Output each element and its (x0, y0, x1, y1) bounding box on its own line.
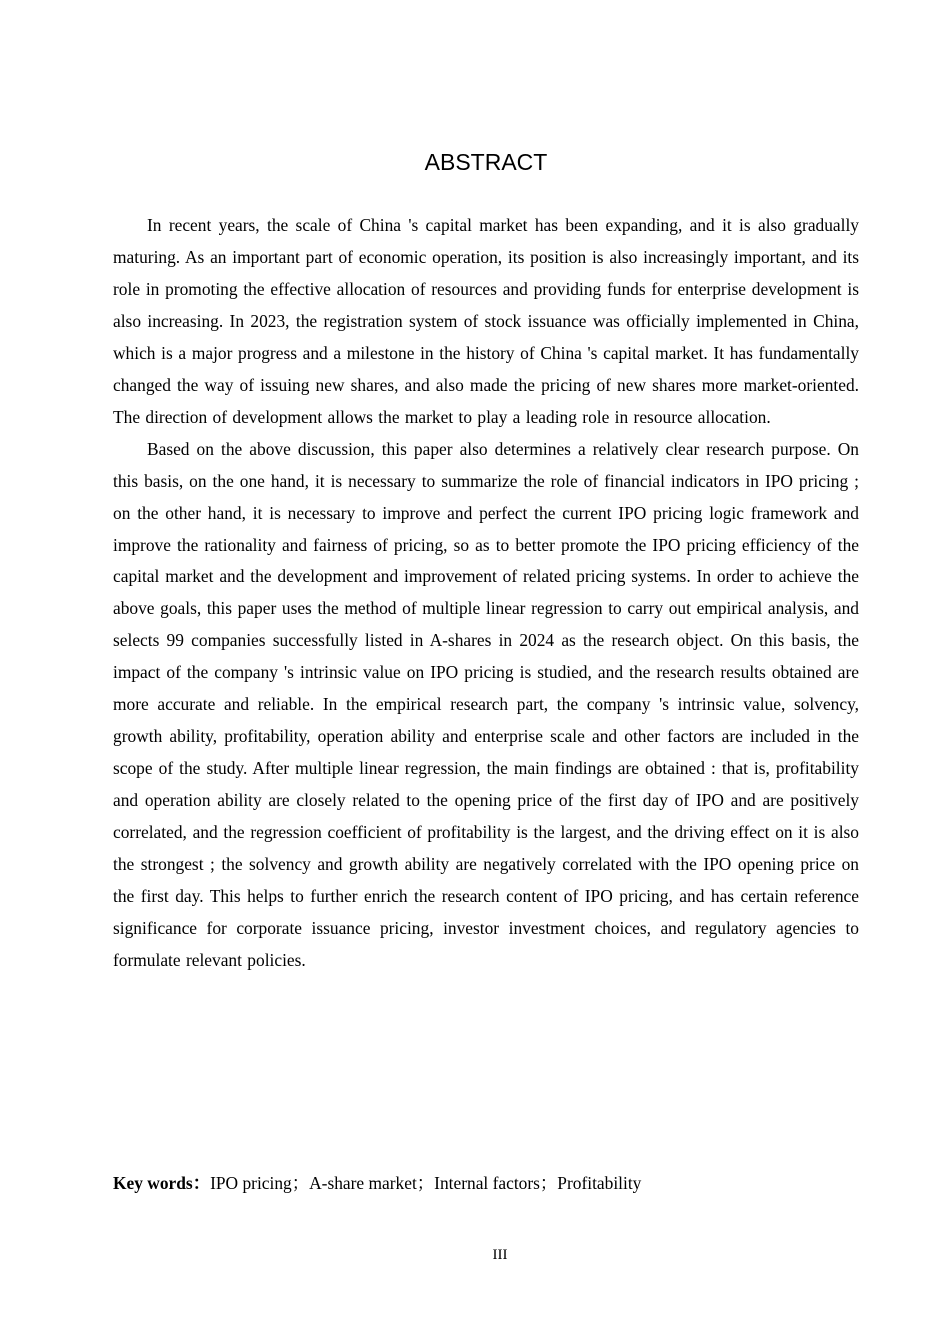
abstract-body (113, 210, 859, 977)
keywords-label: Key words： (113, 1173, 211, 1193)
abstract-paragraph-2: Based on the above discussion, this paper also determines a relatively clear research purpose. On this basis, on the one hand, it is necessary to summarize the role of financial indicators in IPO pricing ; on the other hand, it is necessary to improve and perfect the current IPO pricing logic framework and improve the rationality and fairness of pricing, so as to better promote the IPO pricing efficiency of the capital market and the development and improvement of related pricing systems. In order to achieve the above goals, this paper uses the method of multiple linear regression to carry out empirical analysis, and selects 99 companies successfully listed in A-shares in 2024 as the research object. On this basis, the impact of the company 's intrinsic value on IPO pricing is studied, and the research results obtained are more accurate and reliable. In the empirical research part, the company 's intrinsic value, solvency, growth ability, profitability, operation ability and enterprise scale and other factors are included in the scope of the study. After multiple linear regression, the main findings are obtained : that is, profitability and operation ability are closely related to the opening price of the first day of IPO and are positively correlated, and the regression coefficient of profitability is the largest, and the driving effect on it is also the strongest ; the solvency and growth ability are negatively correlated with the IPO opening price on the first day. This helps to further enrich the research content of IPO pricing, and has certain reference significance for corporate issuance pricing, investor investment choices, and regulatory agencies to formulate relevant policies. (113, 438, 859, 970)
abstract-paragraph-1: In recent years, the scale of China 's capital market has been expanding, and it is also gradually maturing. As an important part of economic operation, its position is also increasingly important, and its role in promoting the effective allocation of resources and providing funds for enterprise development is also increasing. In 2023, the registration system of stock issuance was officially implemented in China, which is a major progress and a milestone in the history of China 's capital market. It has fundamentally changed the way of issuing new shares, and also made the pricing of new shares more market-oriented. The direction of development allows the market to play a leading role in resource allocation. (113, 215, 859, 427)
page-number: III (492, 1247, 508, 1263)
keywords-list: IPO pricing；A-share market；Internal factors；Profitability (210, 1173, 642, 1193)
page-title: ABSTRACT (424, 149, 548, 175)
keywords-line (113, 1168, 859, 1198)
